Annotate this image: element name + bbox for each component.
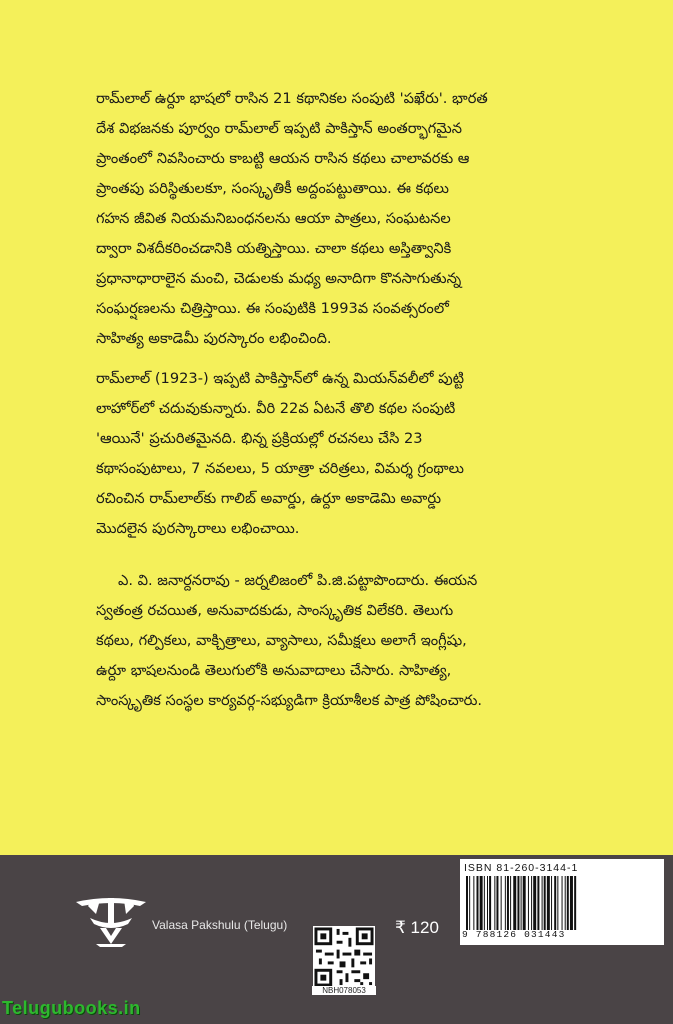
text-line: దేశ విభజనకు పూర్వం రామ్‌లాల్ ఇప్పటి పాకిస్తాన్ అంతర్భాగమైన xyxy=(96,120,462,137)
watermark: Telugubooks.in xyxy=(2,998,141,1018)
qr-code-icon xyxy=(313,926,375,988)
barcode-number: 9 788126 031443 xyxy=(462,929,566,940)
text-line: ప్రధానాధారాలైన మంచి, చెడులకు మధ్య అనాదిగా కొనసాగుతున్న xyxy=(96,270,462,287)
text-line: స్వతంత్ర రచయిత, అనువాదకుడు, సాంస్కృతిక విలేకరి. తెలుగు xyxy=(96,602,454,619)
text-line: ద్వారా విశదీకరించడానికి యత్నిస్తాయి. చాలా కథలు అస్తిత్వానికి xyxy=(96,240,452,257)
sahitya-akademi-logo-icon xyxy=(70,888,152,948)
author-bio-paragraph xyxy=(96,364,550,544)
isbn-label: ISBN 81-260-3144-1 xyxy=(464,862,579,874)
text-line: 'ఆయినే' ప్రచురితమైనది. భిన్న ప్రక్రియల్లో రచనలు చేసి 23 xyxy=(96,430,423,447)
text-line: సాహిత్య అకాడెమీ పురస్కారం లభించింది. xyxy=(96,330,332,347)
text-line: మొదలైన పురస్కారాలు లభించాయి. xyxy=(96,520,300,537)
text-line: రామ్‌లాల్ (1923-) ఇప్పటి పాకిస్తాన్‌లో ఉన్న మియన్‌వలీలో పుట్టి xyxy=(96,370,464,387)
text-line: లాహోర్‌లో చదువుకున్నారు. వీరి 22వ ఏటనే తొలి కథల సంపుటి xyxy=(96,400,456,417)
text-line: గహన జీవిత నియమనిబంధనలను ఆయా పాత్రలు, సంఘటనల xyxy=(96,210,451,227)
barcode-icon xyxy=(464,876,660,930)
text-line: సాంస్కృతిక సంస్థల కార్యవర్గ-సభ్యుడిగా క్రియాశీలక పాత్ర పోషించారు. xyxy=(96,692,483,709)
translator-bio-paragraph xyxy=(96,566,550,716)
text-line: రచించిన రామ్‌లాల్‌కు గాలిబ్ అవార్డు, ఉర్దూ అకాడెమి అవార్డు xyxy=(96,490,442,507)
text-line: ప్రాంతంలో నివసించారు కాబట్టి ఆయన రాసిన కథలు చాలావరకు ఆ xyxy=(96,150,470,167)
text-line: కథలు, గల్పికలు, వాక్చిత్రాలు, వ్యాసాలు, సమీక్షలు అలాగే ఇంగ్లీషు, xyxy=(96,632,467,649)
synopsis-paragraph xyxy=(96,84,550,354)
text-line: కథాసంపుటాలు, 7 నవలలు, 5 యాత్రా చరిత్రలు, విమర్శ గ్రంథాలు xyxy=(96,460,464,477)
text-line: ప్రాంతపు పరిస్థితులకూ, సంస్కృతికీ అద్దంపట్టుతాయి. ఈ కథలు xyxy=(96,180,449,197)
text-line: ఎ. వి. జనార్దనరావు - జర్నలిజంలో పి.జి.పట్టాపొందారు. ఈయన xyxy=(118,572,478,589)
text-line: ఉర్దూ భాషలనుండి తెలుగులోకి అనువాదాలు చేసారు. సాహిత్య, xyxy=(96,662,452,679)
text-line: రామ్‌లాల్ ఉర్దూ భాషలో రాసిన 21 కథానికల సంపుటి 'పఖేరు'. భారత xyxy=(96,90,488,107)
book-title-english: Valasa Pakshulu (Telugu) xyxy=(152,918,288,932)
qr-code-label: NBH078053 xyxy=(312,986,376,995)
text-line: సంఘర్షణలను చిత్రిస్తాయి. ఈ సంపుటికి 1993వ సంవత్సరంలో xyxy=(96,300,449,317)
price: ₹ 120 xyxy=(395,918,439,937)
